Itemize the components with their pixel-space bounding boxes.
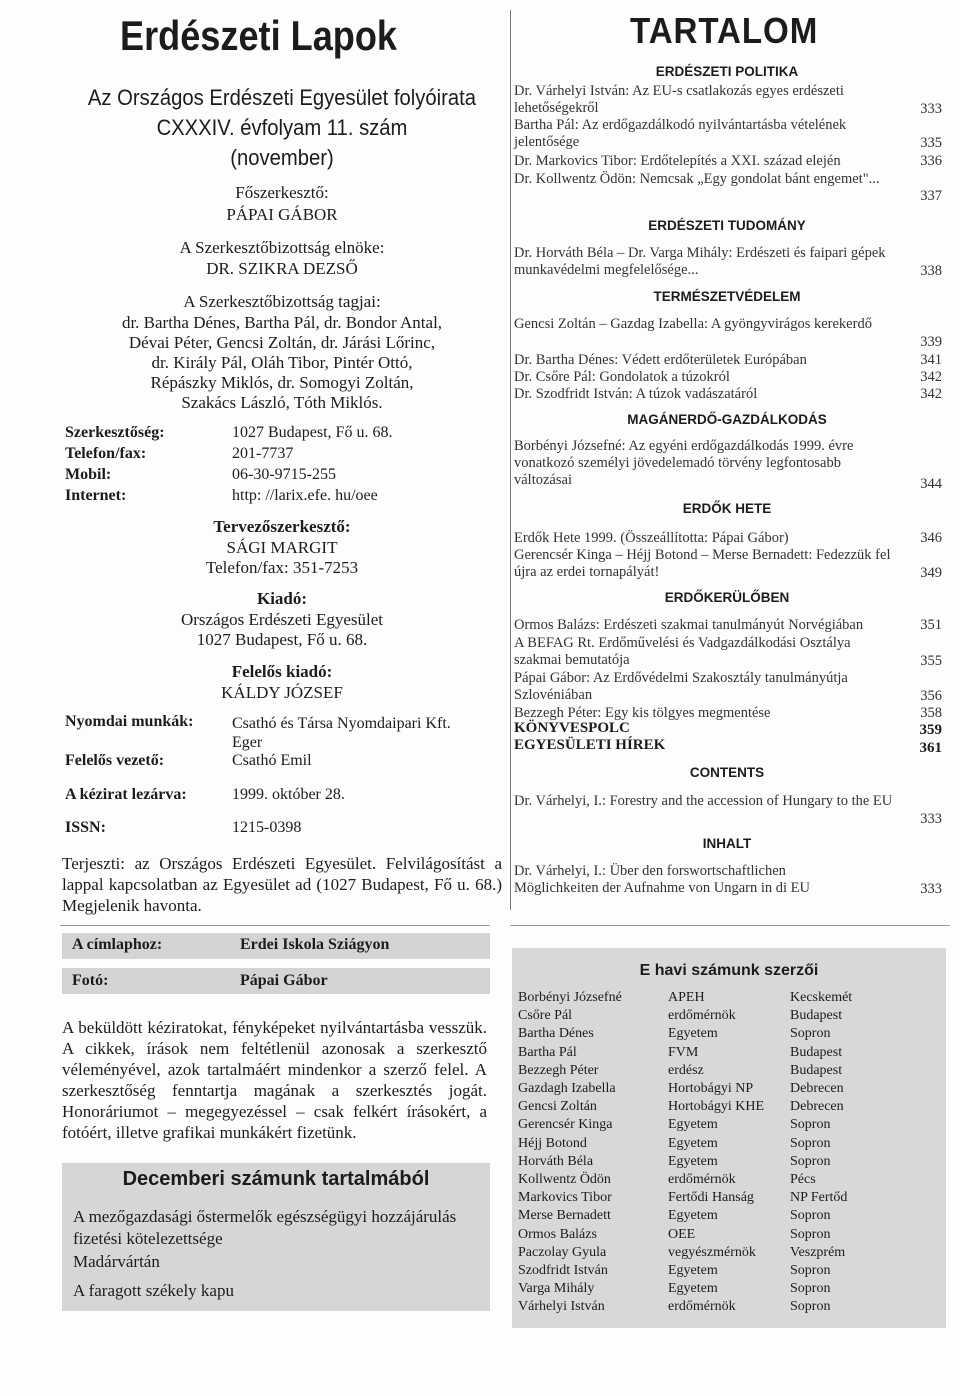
- author-city: Sopron: [790, 1153, 831, 1169]
- author-name: Ormos Balázs: [518, 1226, 597, 1242]
- author-affiliation: Egyetem: [668, 1208, 718, 1224]
- december-title: Decemberi számunk tartalmából: [122, 1168, 430, 1190]
- author-city: Sopron: [790, 1135, 831, 1151]
- author-row: [518, 1208, 943, 1226]
- author-row: [518, 1099, 943, 1117]
- toc-section-heading: TERMÉSZETVÉDELEM: [653, 289, 801, 304]
- author-row: [518, 1026, 943, 1044]
- responsible-publisher-name: KÁLDY JÓZSEF: [221, 683, 343, 702]
- author-city: Sopron: [790, 1263, 831, 1278]
- toc-page: 341: [920, 352, 942, 368]
- author-affiliation: Egyetem: [668, 1117, 718, 1133]
- author-name: Varga Mihály: [518, 1281, 595, 1297]
- december-item: A faragott székely kapu: [73, 1281, 234, 1300]
- toc-entry: Ormos Balázs: Erdészeti szakmai tanulmányút Norvégiában: [514, 617, 864, 633]
- author-affiliation: vegyészmérnök: [668, 1244, 756, 1260]
- author-city: Kecskemét: [790, 990, 853, 1005]
- cover-photo-value: Erdei Iskola Sziágyon: [240, 936, 390, 953]
- toc-section-heading: MAGÁNERDŐ-GAZDÁLKODÁS: [627, 412, 827, 427]
- toc-entry: Dr. Kollwentz Ödön: Nemcsak „Egy gondolat bánt engemet"...: [514, 171, 880, 187]
- author-affiliation: erdőmérnök: [668, 1008, 736, 1024]
- toc-page: 342: [920, 369, 942, 385]
- publisher-name: Országos Erdészeti Egyesület: [180, 610, 384, 629]
- author-affiliation: Fertődi Hanság: [668, 1190, 754, 1206]
- toc-entry: Dr. Szodfridt István: A túzok vadászatáról: [514, 386, 758, 402]
- toc-page: 333: [920, 881, 942, 897]
- toc-entry: Gencsi Zoltán – Gazdag Izabella: A gyöngyvirágos kerekerdő: [514, 316, 872, 332]
- board-members-line: Répászky Miklós, dr. Somogyi Zoltán,: [150, 373, 414, 392]
- author-row: [518, 1117, 943, 1135]
- author-name: Bartha Pál: [518, 1044, 577, 1060]
- author-affiliation: Egyetem: [668, 1263, 718, 1278]
- board-chair-name: DR. SZIKRA DEZSŐ: [206, 259, 358, 278]
- submission-text: A beküldött kéziratokat, fényképeket nyilvántartásba vesszük. A cikkek, írások nem feltétlenül azonosak a szerkesztő véleményével, azok tartalmáért mindenkor a szerző felel. A szerkesztőség fenntartja magának a szerkesztés jogát. Honoráriumot – megegyezéssel – csak felkért írásokért, a fotóért, illetve grafikai munkákért fizetünk.: [62, 1018, 487, 1142]
- author-affiliation: Egyetem: [668, 1281, 718, 1297]
- author-city: Budapest: [790, 1008, 843, 1024]
- toc-entry: Dr. Várhelyi, I.: Forestry and the accession of Hungary to the EU: [514, 793, 893, 809]
- toc-page: 337: [920, 188, 942, 204]
- author-affiliation: Egyetem: [668, 1026, 718, 1042]
- design-editor-phone: Telefon/fax: 351-7253: [205, 558, 359, 577]
- closing-value: 1999. október 28.: [232, 786, 345, 803]
- author-city: Debrecen: [790, 1099, 844, 1115]
- author-city: Sopron: [790, 1117, 831, 1133]
- author-city: NP Fertőd: [790, 1190, 848, 1206]
- board-members-label: A Szerkesztőbizottság tagjai:: [183, 292, 381, 311]
- closing-label: A kézirat lezárva:: [65, 786, 187, 803]
- toc-title: TARTALOM: [630, 10, 819, 51]
- author-city: Sopron: [790, 1281, 831, 1297]
- manager-value: Csathó Emil: [232, 752, 312, 769]
- photographer-label: Fotó:: [72, 972, 109, 989]
- author-name: Paczolay Gyula: [518, 1244, 607, 1260]
- website-link[interactable]: http: //larix.efe. hu/oee: [232, 487, 378, 504]
- board-members-line: dr. Király Pál, Oláh Tibor, Pintér Ottó,: [151, 353, 413, 372]
- author-affiliation: erdőmérnök: [668, 1299, 736, 1315]
- toc-entry-bold: KÖNYVESPOLC: [514, 720, 630, 736]
- author-city: Budapest: [790, 1044, 843, 1060]
- author-affiliation: Egyetem: [668, 1135, 718, 1151]
- toc-page: 344: [920, 476, 942, 492]
- author-name: Bartha Dénes: [518, 1026, 594, 1042]
- toc-page: 355: [920, 653, 942, 669]
- chief-editor-label: Főszerkesztő:: [235, 183, 329, 202]
- printing-value: Csathó és Társa Nyomdaipari Kft.: [232, 715, 451, 732]
- printing-label: Nyomdai munkák:: [65, 713, 194, 730]
- chief-editor-name: PÁPAI GÁBOR: [226, 205, 338, 224]
- author-row: [518, 1081, 943, 1099]
- masthead-subtitle-2: CXXXIV. évfolyam 11. szám: [156, 115, 408, 140]
- left-bottom-divider: [60, 925, 490, 926]
- toc-section-heading: ERDŐK HETE: [682, 501, 772, 516]
- author-affiliation: Egyetem: [668, 1153, 718, 1169]
- toc-section-heading: ERDÉSZETI POLITIKA: [655, 64, 799, 79]
- author-city: Pécs: [790, 1172, 816, 1187]
- author-city: Veszprém: [790, 1244, 846, 1260]
- author-row: [518, 1263, 943, 1281]
- toc-section-heading: INHALT: [702, 836, 752, 851]
- toc-page: 333: [920, 811, 942, 827]
- toc-page: 361: [919, 740, 942, 756]
- authors-title: E havi számunk szerzői: [639, 962, 819, 979]
- contact-label: Telefon/fax:: [65, 445, 147, 462]
- photographer-value: Pápai Gábor: [240, 972, 328, 989]
- printing-city: Eger: [232, 734, 263, 751]
- toc-page: 351: [920, 617, 942, 633]
- author-row: [518, 1299, 943, 1317]
- author-name: Horváth Béla: [518, 1153, 594, 1169]
- contact-label: Internet:: [65, 487, 127, 504]
- author-city: Sopron: [790, 1026, 831, 1042]
- masthead-title: Erdészeti Lapok: [120, 12, 398, 59]
- cover-photo-label: A címlaphoz:: [72, 936, 163, 953]
- right-bottom-divider: [510, 925, 950, 926]
- author-name: Gencsi Zoltán: [518, 1099, 597, 1115]
- author-name: Csőre Pál: [518, 1008, 573, 1024]
- toc-entry: Gerencsér Kinga – Héjj Botond – Merse Bernadett: Fedezzük fel újra az erdei tornapályát!: [514, 547, 891, 580]
- design-editor-name: SÁGI MARGIT: [226, 538, 338, 557]
- toc-page: 356: [920, 688, 942, 704]
- toc-page: 333: [920, 101, 942, 117]
- contact-label: Mobil:: [65, 466, 112, 483]
- author-affiliation: erdőmérnök: [668, 1172, 736, 1187]
- author-affiliation: erdész: [668, 1062, 704, 1078]
- publisher-label: Kiadó:: [256, 589, 308, 608]
- board-members-line: Szakács László, Tóth Miklós.: [181, 393, 383, 412]
- publisher-address: 1027 Budapest, Fő u. 68.: [196, 630, 368, 649]
- issn-label: ISSN:: [65, 819, 106, 836]
- masthead-subtitle-3: (november): [230, 145, 334, 170]
- contact-label: Szerkesztőség:: [65, 424, 165, 441]
- author-name: Szodfridt István: [518, 1263, 608, 1278]
- author-name: Kollwentz Ödön: [518, 1172, 611, 1187]
- toc-section-heading: ERDÉSZETI TUDOMÁNY: [648, 218, 806, 233]
- author-city: Sopron: [790, 1208, 831, 1224]
- author-row: [518, 1136, 943, 1154]
- author-city: Debrecen: [790, 1081, 844, 1096]
- toc-section-heading: ERDŐKERÜLŐBEN: [664, 590, 790, 605]
- author-row: [518, 1245, 943, 1263]
- author-affiliation: Hortobágyi KHE: [668, 1099, 765, 1115]
- author-row: [518, 1063, 943, 1081]
- toc-entry: Borbényi Józsefné: Az egyéni erdőgazdálkodás 1999. évre vonatkozó személyi jövedelemadó törvény legfontosabb változásai: [514, 438, 854, 488]
- toc-page: 349: [920, 565, 942, 581]
- author-row: [518, 1154, 943, 1172]
- author-name: Gerencsér Kinga: [518, 1117, 613, 1133]
- board-chair-label: A Szerkesztőbizottság elnöke:: [179, 238, 385, 257]
- author-name: Borbényi Józsefné: [518, 990, 622, 1005]
- issn-value: 1215-0398: [232, 819, 302, 836]
- manager-label: Felelős vezető:: [65, 752, 165, 769]
- author-row: [518, 1008, 943, 1026]
- author-name: Merse Bernadett: [518, 1208, 611, 1224]
- toc-page: 338: [920, 263, 942, 279]
- december-item: A mezőgazdasági őstermelők egészségügyi hozzájárulás fizetési kötelezettsége: [73, 1207, 457, 1248]
- author-row: [518, 1172, 943, 1190]
- toc-entry: Bartha Pál: Az erdőgazdálkodó nyilvántartásba vételének jelentősége: [514, 117, 847, 150]
- toc-entry: Dr. Várhelyi, I.: Über den forswortschaftlichen Möglichkeiten der Aufnahme von Ungarn in di EU: [514, 863, 810, 896]
- toc-entry: A BEFAG Rt. Erdőművelési és Vadgazdálkodási Osztálya szakmai bemutatója: [514, 635, 851, 668]
- toc-section-heading: CONTENTS: [689, 765, 765, 780]
- toc-page: 335: [920, 135, 942, 151]
- author-name: Héjj Botond: [518, 1135, 587, 1151]
- author-row: [518, 990, 943, 1008]
- december-item: Madárvártán: [73, 1252, 160, 1271]
- author-name: Markovics Tibor: [518, 1190, 612, 1206]
- author-row: [518, 1190, 943, 1208]
- contact-value: 06-30-9715-255: [232, 466, 336, 483]
- author-row: [518, 1281, 943, 1299]
- toc-entry: Bezzegh Péter: Egy kis tölgyes megmentése: [514, 705, 771, 721]
- toc-page: 336: [920, 153, 942, 169]
- contact-value: 201-7737: [232, 445, 294, 462]
- toc-entry: Dr. Horváth Béla – Dr. Varga Mihály: Erdészeti és faipari gépek munkavédelmi megfelelősége...: [514, 245, 886, 278]
- responsible-publisher-label: Felelős kiadó:: [231, 662, 333, 681]
- author-affiliation: FVM: [668, 1044, 699, 1060]
- toc-entry-bold: EGYESÜLETI HÍREK: [514, 737, 666, 753]
- author-row: [518, 1045, 943, 1063]
- toc-entry: Dr. Csőre Pál: Gondolatok a túzokról: [514, 369, 730, 385]
- toc-entry: Erdők Hete 1999. (Összeállította: Pápai Gábor): [514, 530, 789, 546]
- toc-entry: Dr. Bartha Dénes: Védett erdőterületek Európában: [514, 352, 807, 368]
- toc-entry: Dr. Várhelyi István: Az EU-s csatlakozás egyes erdészeti lehetőségekről: [514, 83, 844, 116]
- masthead-subtitle-1: Az Országos Erdészeti Egyesület folyóirata: [87, 85, 477, 110]
- design-editor-label: Tervezőszerkesztő:: [213, 517, 351, 536]
- board-members-line: Dévai Péter, Gencsi Zoltán, dr. Járási Lőrinc,: [128, 333, 436, 352]
- author-city: Budapest: [790, 1062, 843, 1078]
- toc-page: 342: [920, 386, 942, 402]
- author-affiliation: APEH: [668, 990, 705, 1005]
- toc-page: 358: [920, 705, 942, 721]
- author-name: Gazdagh Izabella: [518, 1081, 616, 1096]
- toc-page: 359: [919, 722, 942, 738]
- toc-page: 346: [920, 530, 942, 546]
- author-affiliation: OEE: [668, 1226, 696, 1242]
- contact-value: 1027 Budapest, Fő u. 68.: [232, 424, 393, 441]
- toc-page: 339: [920, 334, 942, 350]
- author-city: Sopron: [790, 1226, 831, 1242]
- toc-entry: Dr. Markovics Tibor: Erdőtelepítés a XXI. század elején: [514, 153, 841, 169]
- toc-entry: Pápai Gábor: Az Erdővédelmi Szakosztály tanulmányútja Szlovéniában: [514, 670, 848, 703]
- distribution-text: Terjeszti: az Országos Erdészeti Egyesület. Felvilágosítást a lappal kapcsolatban az Egyesület ad (1027 Budapest, Fő u. 68.) Megjelenik havonta.: [62, 854, 502, 915]
- author-affiliation: Hortobágyi NP: [668, 1081, 754, 1096]
- author-name: Bezzegh Péter: [518, 1062, 599, 1078]
- author-name: Várhelyi István: [518, 1299, 605, 1315]
- author-city: Sopron: [790, 1299, 831, 1315]
- board-members-line: dr. Bartha Dénes, Bartha Pál, dr. Bondor Antal,: [121, 313, 443, 332]
- column-divider: [510, 10, 511, 910]
- author-row: [518, 1227, 943, 1245]
